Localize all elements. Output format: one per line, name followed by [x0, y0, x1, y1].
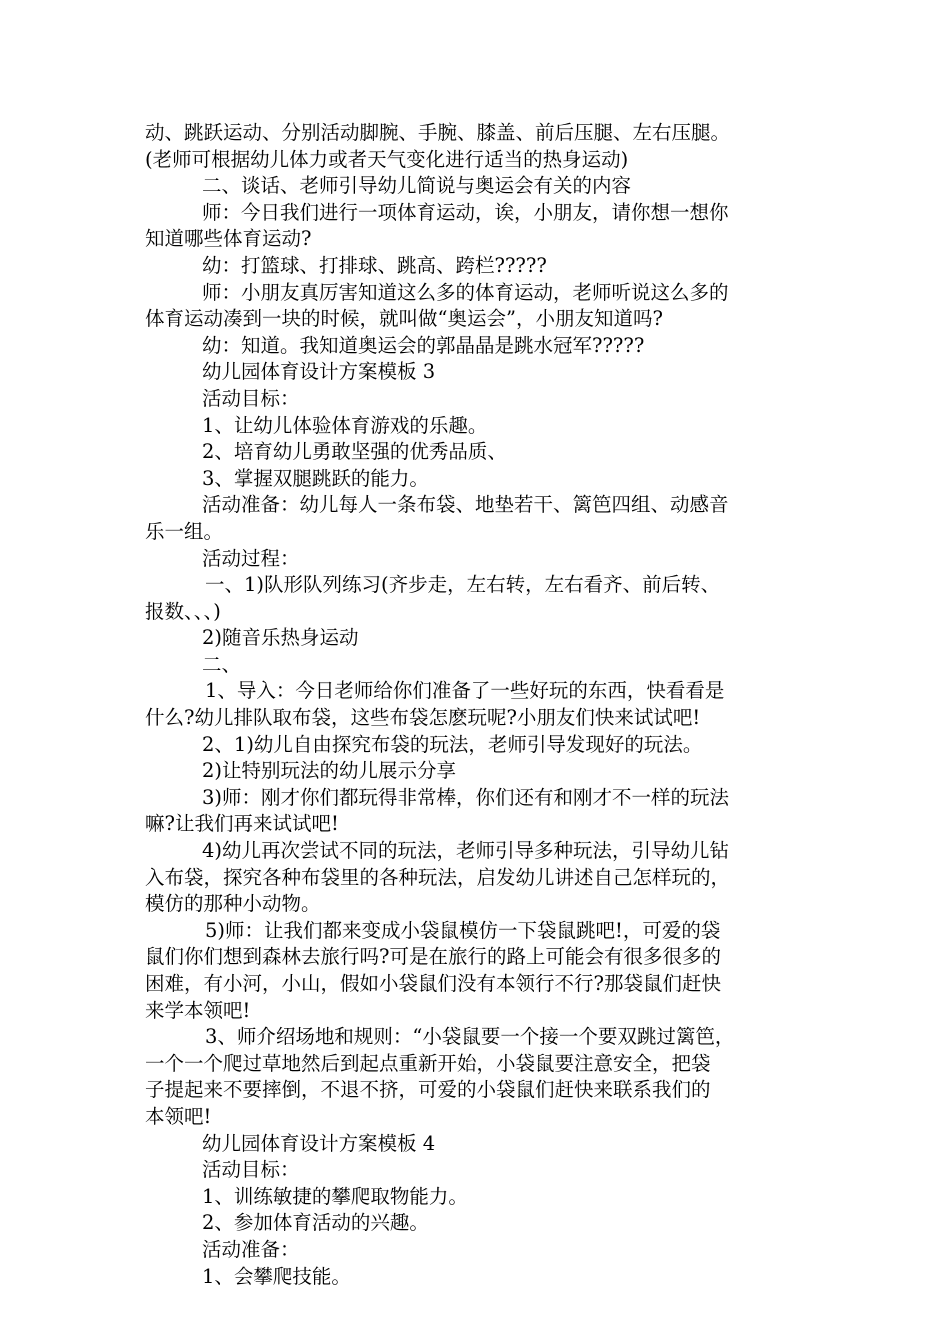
- list-item: 2)随音乐热身运动: [202, 626, 359, 650]
- section-heading: 二、谈话、老师引导幼儿简说与奥运会有关的内容: [202, 174, 632, 198]
- text-line: 模仿的那种小动物。: [145, 892, 321, 916]
- text-line: 嘛?让我们再来试试吧!: [145, 812, 339, 836]
- text-line: 幼：打篮球、打排球、跳高、跨栏?????: [202, 253, 547, 277]
- text-line: 子提起来不要摔倒，不退不挤，可爱的小袋鼠们赶快来联系我们的: [145, 1078, 711, 1102]
- text-line: 幼：知道。我知道奥运会的郭晶晶是跳水冠军?????: [202, 333, 645, 357]
- section-title: 幼儿园体育设计方案模板 4: [202, 1131, 436, 1155]
- text-line: 困难，有小河，小山，假如小袋鼠们没有本领行不行?那袋鼠们赶快: [145, 972, 721, 995]
- text-line: 知道哪些体育运动?: [145, 227, 312, 251]
- section-heading: 活动准备：幼儿每人一条布袋、地垫若干、篱笆四组、动感音: [202, 493, 729, 517]
- section-heading: 活动目标：: [202, 386, 300, 410]
- list-item: 1、会攀爬技能。: [202, 1264, 351, 1288]
- text-line: 一个一个爬过草地然后到起点重新开始，小袋鼠要注意安全，把袋: [145, 1051, 711, 1075]
- section-title: 幼儿园体育设计方案模板 3: [202, 360, 436, 384]
- list-item: 2)让特别玩法的幼儿展示分享: [202, 759, 457, 783]
- list-item: 3、师介绍场地和规则：“小袋鼠要一个接一个要双跳过篱笆，: [205, 1025, 735, 1049]
- document-body: [145, 120, 810, 1290]
- list-item: 二、: [202, 652, 242, 676]
- text-line: 什么?幼儿排队取布袋，这些布袋怎麽玩呢?小朋友们快来试试吧!: [145, 706, 701, 730]
- list-item: 2、培育幼儿勇敢坚强的优秀品质、: [202, 440, 507, 464]
- text-line: 本领吧!: [145, 1104, 212, 1128]
- text-line: 入布袋，探究各种布袋里的各种玩法，启发幼儿讲述自己怎样玩的，: [145, 865, 731, 889]
- text-line: (老师可根据幼儿体力或者天气变化进行适当的热身运动): [145, 147, 629, 171]
- list-item: 3)师：刚才你们都玩得非常棒，你们还有和刚才不一样的玩法: [202, 785, 730, 809]
- text-line: 动、跳跃运动、分别活动脚腕、手腕、膝盖、前后压腿、左右压腿。: [145, 121, 731, 144]
- list-item: 3、掌握双腿跳跃的能力。: [202, 466, 429, 490]
- list-item: 一、1)队形队列练习(齐步走，左右转，左右看齐、前后转、: [205, 573, 721, 597]
- section-heading: 活动准备：: [202, 1237, 300, 1261]
- text-line: 鼠们你们想到森林去旅行吗?可是在旅行的路上可能会有很多很多的: [145, 945, 721, 969]
- text-line: 体育运动凑到一块的时候，就叫做“奥运会”，小朋友知道吗?: [145, 307, 663, 331]
- list-item: 1、训练敏捷的攀爬取物能力。: [202, 1184, 468, 1208]
- text-line: 师：今日我们进行一项体育运动，诶，小朋友，请你想一想你: [202, 200, 729, 224]
- list-item: 1、导入：今日老师给你们准备了一些好玩的东西，快看看是: [205, 679, 725, 703]
- list-item: 2、1)幼儿自由探究布袋的玩法，老师引导发现好的玩法。: [202, 732, 703, 756]
- list-item: 4)幼儿再次尝试不同的玩法，老师引导多种玩法，引导幼儿钻: [202, 839, 730, 863]
- text-line: 乐一组。: [145, 519, 224, 543]
- section-heading: 活动过程：: [202, 546, 300, 570]
- text-line: 报数、、、): [145, 599, 221, 623]
- section-heading: 活动目标：: [202, 1158, 300, 1182]
- text-line: 来学本领吧!: [145, 998, 251, 1022]
- list-item: 2、参加体育活动的兴趣。: [202, 1211, 429, 1235]
- list-item: 1、让幼儿体验体育游戏的乐趣。: [202, 413, 488, 437]
- text-line: 师：小朋友真厉害知道这么多的体育运动，老师听说这么多的: [202, 280, 729, 304]
- list-item: 5)师：让我们都来变成小袋鼠模仿一下袋鼠跳吧!，可爱的袋: [205, 918, 721, 942]
